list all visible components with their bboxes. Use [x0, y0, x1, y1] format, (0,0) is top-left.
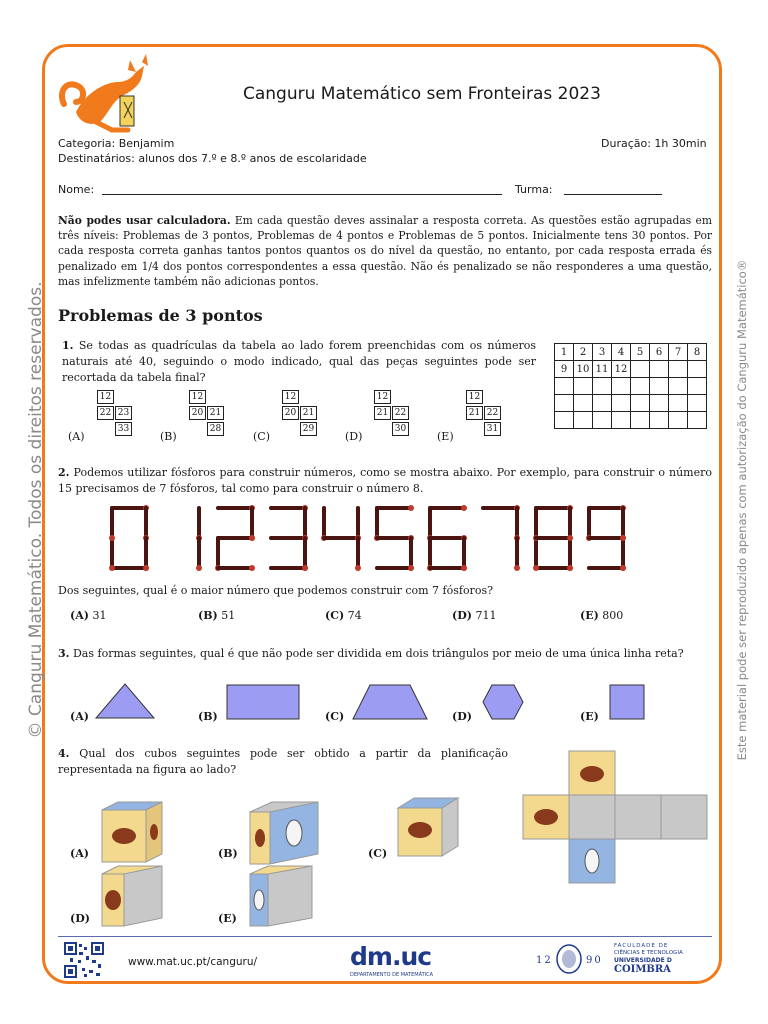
option-label: (B) — [198, 609, 218, 622]
grid-cell — [593, 412, 612, 429]
q3-option-b-label[interactable]: (B) — [198, 710, 218, 723]
q4-option-d-label[interactable]: (D) — [70, 912, 90, 925]
grid-cell — [650, 378, 669, 395]
rectangle-shape-icon — [226, 684, 300, 720]
grid-cell — [555, 378, 574, 395]
grid-cell: 12 — [612, 361, 631, 378]
instructions-text: Em cada questão deves assinalar a resposta correta. As questões estão agrupadas em três níveis: Problemas de 3 pontos, Problemas de 4 pontos e Problemas de 5 pontos. Inicialmente tens 30 pontos. Por cada resposta correta ganhas tantos pontos quantos os do nível da questão, no entanto, por cada resposta errada és penalizado em 1/4 dos pontos correspondentes a essa questão. Não és penalizado se não responderes a uma questão, mas infelizmente também não adicionas pontos. — [58, 214, 712, 288]
grid-cell — [688, 361, 707, 378]
kangaroo-logo-icon — [56, 52, 152, 136]
grid-cell: 3 — [593, 344, 612, 361]
footer-divider — [58, 936, 712, 937]
option-value: 31 — [92, 609, 107, 622]
cube-option-icon — [248, 864, 314, 928]
piece-cell: 22 — [392, 406, 409, 420]
option-label: (A) — [68, 430, 85, 443]
option-label: (E) — [437, 430, 454, 443]
page-title: Canguru Matemático sem Fronteiras 2023 — [243, 84, 601, 104]
piece-cell: 31 — [484, 422, 501, 436]
question-number: 4. — [58, 747, 70, 760]
option-label: (A) — [70, 609, 89, 622]
grid-cell — [631, 378, 650, 395]
question-text: Se todas as quadrículas da tabela ao lado forem preenchidas com os números naturais até 40, seguindo o modo indicado, qual das peças seguintes pode ser recortada da tabela final? — [62, 339, 537, 384]
class-label: Turma: — [515, 183, 553, 196]
grid-cell: 10 — [574, 361, 593, 378]
grid-cell — [669, 378, 688, 395]
grid-cell — [574, 378, 593, 395]
triangle-shape-icon — [94, 682, 156, 720]
matchstick-head — [355, 565, 361, 571]
footer-url[interactable]: www.mat.uc.pt/canguru/ — [128, 956, 258, 968]
q2-option-d[interactable] — [452, 609, 496, 622]
piece-cell: 12 — [189, 390, 206, 404]
matchstick-digits — [100, 500, 670, 575]
grid-cell — [650, 361, 669, 378]
matchstick-head — [249, 565, 255, 571]
grid-cell — [688, 412, 707, 429]
matchstick-head — [567, 535, 573, 541]
question-text: Das formas seguintes, qual é que não pode ser dividida em dois triângulos por meio de uma única linha reta? — [72, 647, 684, 660]
matchstick-head — [533, 565, 539, 571]
option-value: 74 — [347, 609, 362, 622]
cube-net-figure — [522, 750, 712, 886]
grid-cell: 8 — [688, 344, 707, 361]
grid-cell: 7 — [669, 344, 688, 361]
piece-cell: 30 — [392, 422, 409, 436]
category-text: Categoria: Benjamim — [58, 137, 175, 150]
matchstick-head — [620, 565, 626, 571]
grid-cell — [631, 395, 650, 412]
q3-option-d-label[interactable]: (D) — [452, 710, 472, 723]
grid-cell: 4 — [612, 344, 631, 361]
question-2-prompt: Dos seguintes, qual é o maior número que podemos construir com 7 fósforos? — [58, 584, 493, 597]
grid-cell — [631, 361, 650, 378]
matchstick-head — [196, 565, 202, 571]
matchstick-head — [461, 565, 467, 571]
number-grid — [554, 343, 707, 429]
question-number: 2. — [58, 466, 70, 479]
piece-cell: 21 — [374, 406, 391, 420]
grid-cell — [555, 395, 574, 412]
dm-uc-logo: dm.uc — [350, 942, 432, 971]
grid-cell — [669, 395, 688, 412]
question-number: 1. — [62, 339, 74, 352]
option-value: 51 — [221, 609, 236, 622]
option-label: (C) — [325, 609, 345, 622]
section-title: Problemas de 3 pontos — [58, 306, 263, 325]
grid-cell — [688, 378, 707, 395]
matchstick-head — [620, 535, 626, 541]
q4-option-b-label[interactable]: (B) — [218, 847, 238, 860]
matchstick-head — [567, 565, 573, 571]
question-2 — [58, 465, 712, 497]
question-text: Qual dos cubos seguintes pode ser obtido a partir da planificação representada na figura ao lado? — [58, 747, 508, 776]
q2-option-a[interactable] — [70, 609, 106, 622]
cube-option-icon — [100, 864, 164, 928]
piece-cell: 21 — [300, 406, 317, 420]
question-4 — [58, 746, 508, 778]
uc-year-left: 12 — [536, 955, 553, 966]
class-field[interactable] — [564, 194, 662, 195]
square-shape-icon — [609, 684, 645, 720]
grid-cell — [593, 378, 612, 395]
grid-cell: 2 — [574, 344, 593, 361]
grid-cell — [612, 412, 631, 429]
grid-cell — [650, 412, 669, 429]
cube-option-icon — [248, 800, 320, 866]
uc-year-right: 90 — [586, 955, 603, 966]
matchstick-head — [143, 565, 149, 571]
dm-uc-subtitle: DEPARTAMENTO DE MATEMÁTICA — [350, 972, 434, 978]
instructions — [58, 213, 712, 289]
grid-cell — [669, 361, 688, 378]
q2-option-c[interactable] — [325, 609, 362, 622]
grid-cell — [574, 412, 593, 429]
piece-cell: 23 — [115, 406, 132, 420]
q4-option-c-label[interactable]: (C) — [368, 847, 388, 860]
piece-cell: 28 — [207, 422, 224, 436]
trapezoid-shape-icon — [352, 684, 428, 720]
option-value: 800 — [602, 609, 624, 622]
q4-option-e-label[interactable]: (E) — [218, 912, 237, 925]
name-field[interactable] — [102, 194, 502, 195]
cube-option-icon — [396, 796, 460, 858]
grid-cell — [688, 395, 707, 412]
piece-cell: 21 — [207, 406, 224, 420]
piece-cell: 20 — [189, 406, 206, 420]
grid-cell — [669, 412, 688, 429]
grid-cell — [574, 395, 593, 412]
option-label: (D) — [452, 609, 472, 622]
q4-option-a-label[interactable]: (A) — [70, 847, 89, 860]
matchstick-head — [109, 535, 115, 541]
matchstick-head — [249, 535, 255, 541]
option-label: (C) — [253, 430, 270, 443]
uc-faculty-line: COIMBRA — [614, 964, 671, 975]
grid-cell — [612, 395, 631, 412]
grid-cell: 6 — [650, 344, 669, 361]
piece-cell: 22 — [484, 406, 501, 420]
cube-option-icon — [100, 800, 164, 864]
question-number: 3. — [58, 647, 70, 660]
grid-cell: 9 — [555, 361, 574, 378]
qr-code-icon[interactable] — [64, 942, 104, 978]
audience-text: Destinatários: alunos dos 7.º e 8.º anos de escolaridade — [58, 152, 367, 165]
question-3 — [58, 646, 712, 662]
instructions-bold: Não podes usar calculadora. — [58, 214, 231, 227]
q3-option-e-label[interactable]: (E) — [580, 710, 599, 723]
uc-faculty-logo — [614, 943, 694, 976]
grid-cell — [593, 395, 612, 412]
uc-faculty-line: UNIVERSIDADE D — [614, 957, 672, 964]
uc-seal-icon — [556, 944, 582, 974]
matchstick-head — [514, 565, 520, 571]
option-label: (B) — [160, 430, 177, 443]
piece-cell: 21 — [466, 406, 483, 420]
hexagon-shape-icon — [482, 684, 524, 720]
question-text: Podemos utilizar fósforos para construir números, como se mostra abaixo. Por exemplo, para construir o número 15 precisamos de 7 fósforos, tal como para construir o número 8. — [58, 466, 712, 495]
piece-cell: 12 — [97, 390, 114, 404]
matchstick-head — [109, 565, 115, 571]
option-label: (D) — [345, 430, 363, 443]
option-label: (E) — [580, 609, 599, 622]
uc-faculty-line: FACULDADE DE — [614, 943, 669, 949]
q3-option-c-label[interactable]: (C) — [325, 710, 345, 723]
grid-cell: 11 — [593, 361, 612, 378]
piece-cell: 29 — [300, 422, 317, 436]
option-value: 711 — [475, 609, 497, 622]
grid-cell — [612, 378, 631, 395]
uc-faculty-line: CIÊNCIAS E TECNOLOGIA — [614, 950, 683, 956]
duration-text: Duração: 1h 30min — [601, 137, 707, 150]
piece-cell: 12 — [374, 390, 391, 404]
piece-cell: 22 — [97, 406, 114, 420]
grid-cell: 5 — [631, 344, 650, 361]
q2-option-e[interactable] — [580, 609, 623, 622]
matchstick-head — [408, 565, 414, 571]
piece-cell: 12 — [466, 390, 483, 404]
name-label: Nome: — [58, 183, 95, 196]
piece-cell: 20 — [282, 406, 299, 420]
question-1 — [62, 338, 536, 386]
matchstick-head — [461, 505, 467, 511]
grid-cell — [631, 412, 650, 429]
piece-cell: 33 — [115, 422, 132, 436]
matchstick-head — [408, 505, 414, 511]
q2-option-b[interactable] — [198, 609, 235, 622]
piece-cell: 12 — [282, 390, 299, 404]
grid-cell: 1 — [555, 344, 574, 361]
matchstick-head — [302, 565, 308, 571]
grid-cell — [555, 412, 574, 429]
grid-cell — [650, 395, 669, 412]
q3-option-a-label[interactable]: (A) — [70, 710, 89, 723]
